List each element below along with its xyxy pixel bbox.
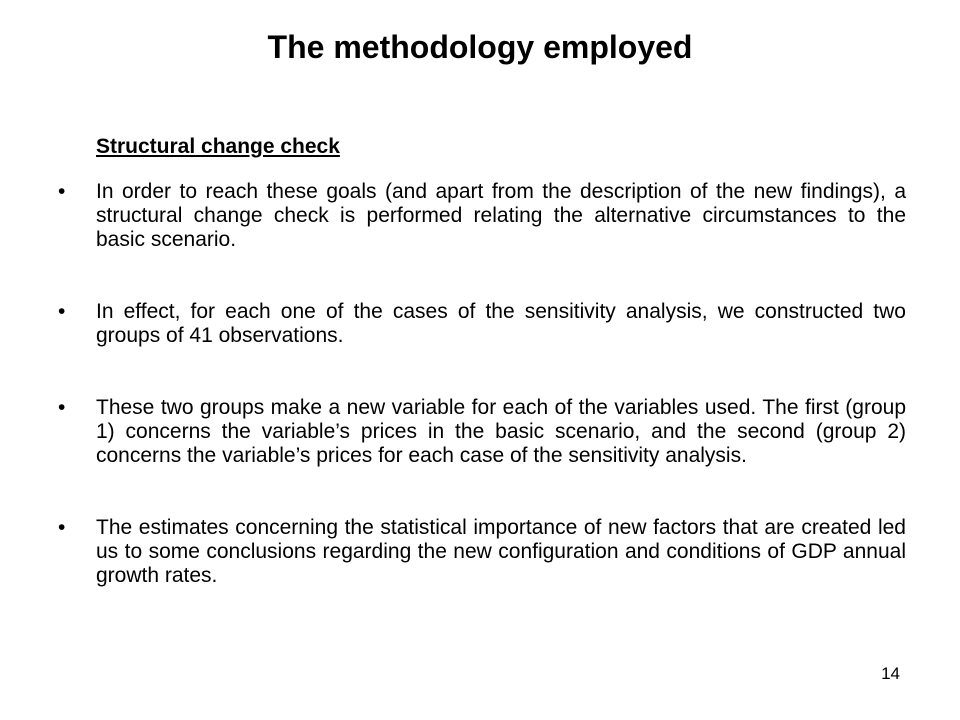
bullet-icon: • [58, 180, 66, 203]
bullet-text: These two groups make a new variable for each of the variables used. The first (group 1) concerns the variable’s prices in the basic scenario, and the second (group 2) concerns the variable’s prices for each case of the sensitivity analysis. [96, 396, 906, 467]
bullet-item [58, 300, 906, 348]
slide-title: The methodology employed [267, 29, 693, 65]
bullet-icon: • [58, 516, 66, 539]
bullet-icon: • [58, 300, 66, 323]
section-subtitle: Structural change check [96, 135, 340, 158]
bullet-icon: • [58, 396, 66, 419]
bullet-text: In effect, for each one of the cases of the sensitivity analysis, we constructed two groups of 41 observations. [96, 300, 906, 347]
page-number: 14 [881, 664, 900, 683]
bullet-item [58, 396, 906, 468]
bullet-item [58, 180, 906, 252]
bullet-list [58, 180, 906, 588]
bullet-text: In order to reach these goals (and apart from the description of the new findings), a structural change check is performed relating the alternative circumstances to the basic scenario. [96, 180, 906, 251]
bullet-item [58, 516, 906, 588]
bullet-text: The estimates concerning the statistical importance of new factors that are created led us to some conclusions regarding the new configuration and conditions of GDP annual growth rates. [96, 516, 906, 587]
